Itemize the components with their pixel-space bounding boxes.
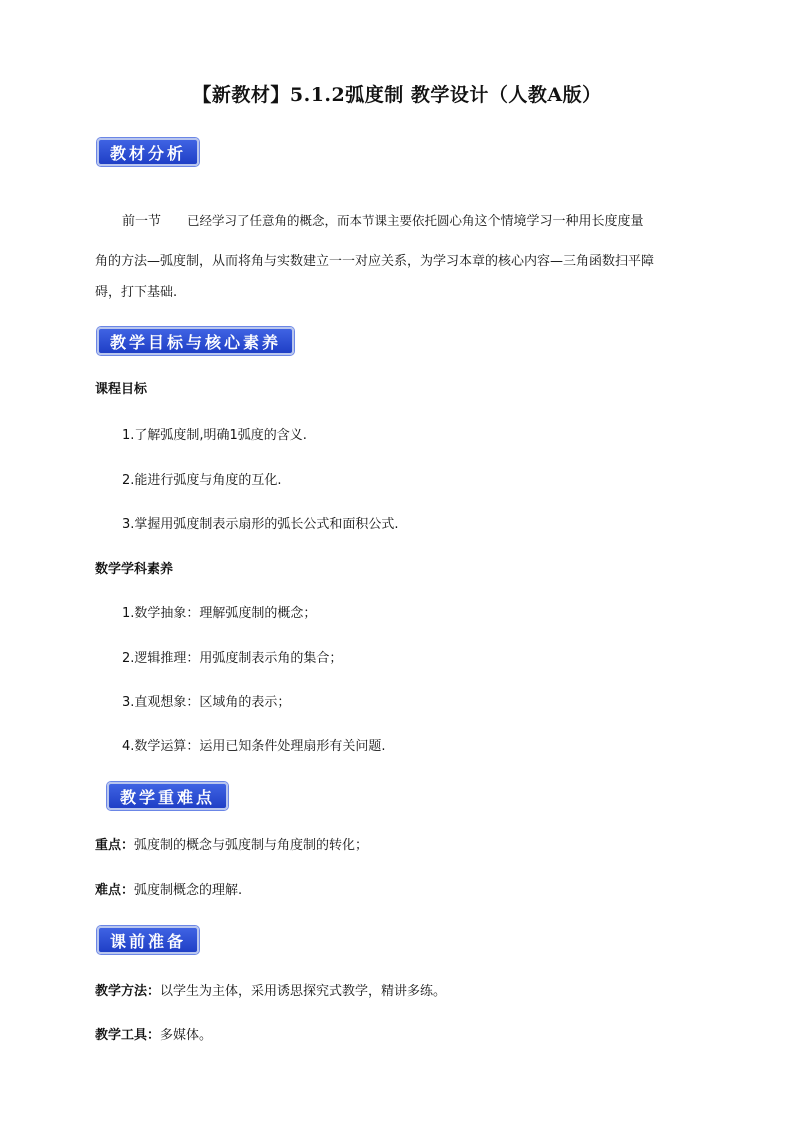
page-title: 【新教材】5.1.2弧度制 教学设计（人教A版）: [192, 84, 602, 106]
section-badge-key-points: 教学重难点: [107, 782, 228, 810]
course-goal-item: 1.了解弧度制,明确1弧度的含义.: [122, 428, 307, 443]
key-point-line: [95, 837, 368, 855]
literacy-item: 3.直观想象：区域角的表示；: [122, 695, 291, 710]
teaching-tool-text: 多媒体。: [160, 1028, 213, 1043]
teaching-method-text: 以学生为主体，采用诱思探究式教学，精讲多练。: [160, 984, 447, 999]
key-point-text: 弧度制的概念与弧度制与角度制的转化；: [134, 838, 369, 853]
key-point-label: 重点：: [95, 838, 135, 853]
literacy-item: 1.数学抽象：理解弧度制的概念；: [122, 606, 317, 621]
analysis-paragraph-line-3: 碍，打下基础.: [95, 285, 178, 300]
teaching-tool-line: [95, 1027, 212, 1045]
difficult-point-text: 弧度制概念的理解.: [134, 883, 243, 898]
difficult-point-label: 难点：: [95, 883, 135, 898]
literacy-heading: 数学学科素养: [95, 562, 174, 577]
analysis-line1-part-c: 这个情境学习一种用长度度量: [474, 214, 644, 229]
analysis-paragraph-line-2: 角的方法—弧度制，从而将角与实数建立一一对应关系，为学习本章的核心内容—三角函数扫平障: [95, 254, 655, 269]
teaching-tool-label: 教学工具：: [95, 1028, 161, 1043]
section-badge-goals: 教学目标与核心素养: [97, 327, 294, 355]
literacy-item: 4.数学运算：运用已知条件处理扇形有关问题.: [122, 739, 386, 754]
analysis-line1-part-a: 前一节: [122, 214, 162, 229]
difficult-point-line: [95, 882, 242, 900]
analysis-paragraph-line-1: [122, 212, 644, 231]
section-badge-preparation: 课前准备: [97, 926, 199, 954]
section-badge-analysis: 教材分析: [97, 138, 199, 166]
course-goal-item: 2.能进行弧度与角度的互化.: [122, 473, 282, 488]
teaching-method-label: 教学方法：: [95, 984, 161, 999]
course-goal-item: 3.掌握用弧度制表示扇形的弧长公式和面积公式.: [122, 517, 399, 532]
literacy-item: 2.逻辑推理：用弧度制表示角的集合；: [122, 651, 343, 666]
teaching-method-line: [95, 983, 446, 1001]
course-goals-heading: 课程目标: [95, 382, 148, 397]
analysis-line1-part-b: 已经学习了任意角的概念，而本节课主要依托圆心角: [187, 213, 475, 228]
